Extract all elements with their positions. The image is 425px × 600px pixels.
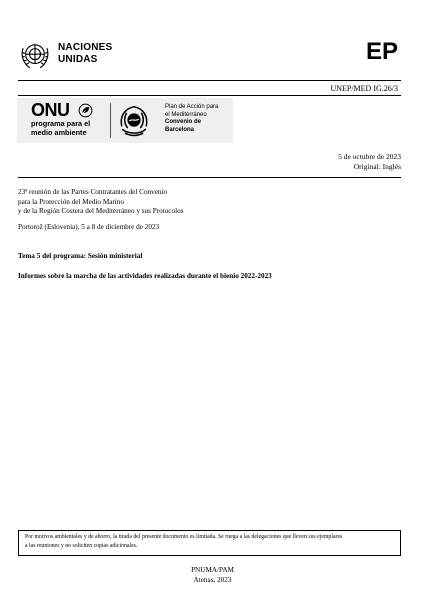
unep-line1: programa para el [31,119,91,128]
symbol-rule [18,95,401,96]
body-rule [18,177,401,178]
document-symbol: UNEP/MED IG.26/3 [330,84,398,93]
org-name-line2: UNIDAS [58,54,98,65]
notice-line1: Por motivos ambientales y de ahorro, la tirada del presente documento es limitada. Se ruega a las delegaciones que lleven sus ejemplares [25,534,343,540]
document-code: EP [365,38,398,65]
document-title: Informes sobre la marcha de las actividades realizadas durante el bienio 2022-2023 [18,272,272,280]
document-date: 5 de octubre de 2023 [338,152,401,161]
organization-name [58,42,112,66]
original-language: Original: Inglés [353,162,401,171]
org-name-line1: NACIONES [58,42,113,53]
map-line1: Plan de Acción para [165,104,219,110]
footer [0,566,425,585]
footer-line1: PNUMA/PAM [191,566,234,574]
map-emblem-icon [115,103,153,139]
logo-band [17,98,233,143]
meeting-line1: 23ª reunión de las Partes Contratantes del Convenio [18,188,168,196]
paper-saving-notice [18,530,401,556]
onu-logo-text: ONU [31,100,70,120]
notice-line2: a las reuniones y no soliciten copias adicionales. [25,543,138,549]
date-block [338,152,401,172]
map-line2: el Mediterráneo [165,111,207,118]
meeting-info [18,188,183,217]
map-line4: Barcelona [165,126,195,133]
agenda-item: Tema 5 del programa: Sesión ministerial [18,252,143,260]
unep-subtitle [31,120,90,137]
un-emblem-icon [18,38,52,72]
unep-leaf-icon [78,103,93,118]
unep-line2: medio ambiente [31,127,87,137]
header-rule [18,80,401,81]
meeting-line2: para la Protección del Medio Marino [18,197,124,206]
logo-divider [110,103,111,138]
meeting-line3: y de la Región Costera del Mediterráneo y sus Protocolos [18,207,184,216]
meeting-place: Portorož (Eslovenia), 5 a 8 de diciembre de 2023 [18,223,160,231]
map-line3: Convenio de [165,119,202,126]
map-text [165,104,218,134]
footer-line2: Atenas, 2023 [193,575,232,584]
